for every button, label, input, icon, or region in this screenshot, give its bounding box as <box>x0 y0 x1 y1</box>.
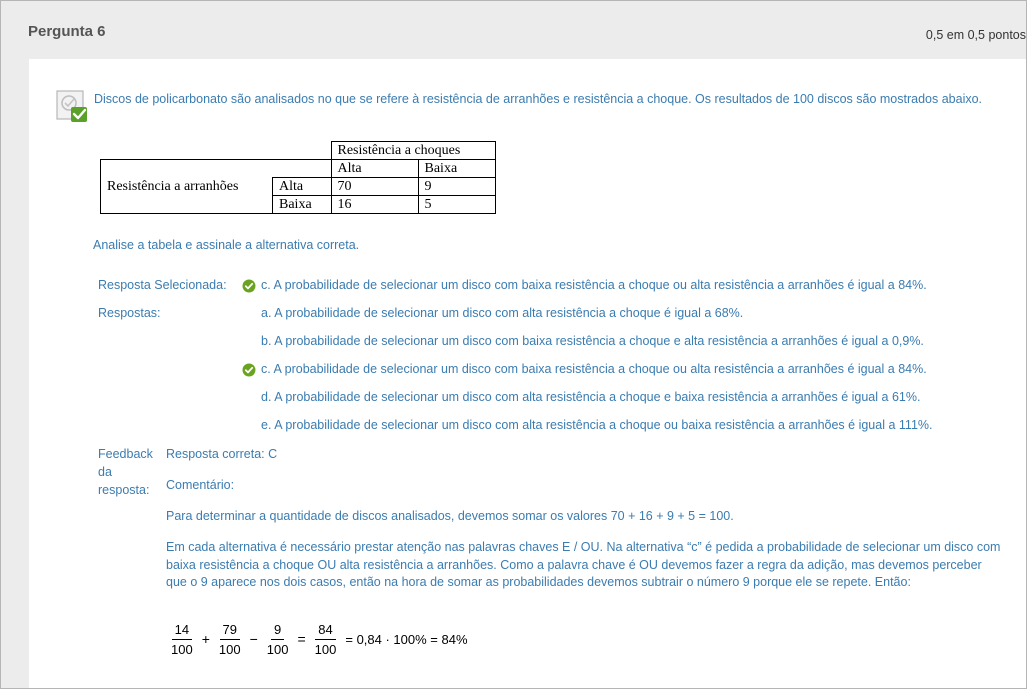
feedback-comment-label: Comentário: <box>166 478 235 492</box>
answer-option-c: c. A probabilidade de selecionar um disco com baixa resistência a choque ou alta resistência a arranhões é igual a 84%. <box>261 362 927 376</box>
responses-label: Respostas: <box>98 306 161 320</box>
question-card <box>29 59 1027 689</box>
contingency-table <box>100 141 496 214</box>
answer-option-d: d. A probabilidade de selecionar um disco com alta resistência a choque e baixa resistência a arranhões é igual a 61%. <box>261 390 921 404</box>
feedback-label: Feedback da resposta: <box>98 447 153 497</box>
answer-option-e: e. A probabilidade de selecionar um disco com alta resistência a choque ou baixa resistência a arranhões é igual a 111%. <box>261 418 933 432</box>
fraction-79-100: $\frac{79}{100}$ <box>218 621 241 657</box>
cell-baixa-baixa: 5 <box>418 196 495 214</box>
minus-operator: − <box>249 631 258 647</box>
equals-operator: = <box>297 631 306 647</box>
question-text: Discos de policarbonato são analisados no que se refere à resistência de arranhões e resistência a choque. Os resultados de 100 discos são mostrados abaixo. <box>94 92 983 106</box>
formula-result: = 0,84 · 100% = 84% <box>345 631 468 647</box>
cell-alta-alta: 70 <box>331 178 418 196</box>
fraction-9-100: $\frac{9}{100}$ <box>266 621 289 657</box>
answer-option-b: b. A probabilidade de selecionar um disco com baixa resistência a choque e alta resistência a arranhões é igual a 0,9%. <box>261 334 924 348</box>
feedback-paragraph-1: Para determinar a quantidade de discos analisados, devemos somar os valores 70 + 16 + 9 + 5 = 100. <box>166 509 734 523</box>
fraction-84-100: $\frac{84}{100}$ <box>314 621 337 657</box>
fraction-14-100: $\frac{14}{100}$ <box>171 621 193 657</box>
correct-check-icon <box>242 363 256 377</box>
header-choque-alta: Alta <box>331 160 418 178</box>
cell-alta-baixa: 9 <box>418 178 495 196</box>
header-resistencia-choques: Resistência a choques <box>331 142 495 160</box>
question-instruction: Analise a tabela e assinale a alternativa correta. <box>93 238 360 252</box>
question-header <box>1 1 1026 58</box>
question-correct-icon <box>55 89 89 123</box>
row-header-resistencia-arranhoes: Resistência a arranhões <box>101 178 273 196</box>
question-points: 0,5 em 0,5 pontos <box>925 28 1026 42</box>
correct-check-icon <box>242 279 256 293</box>
cell-baixa-alta: 16 <box>331 196 418 214</box>
row-arranhoes-baixa: Baixa <box>273 196 332 214</box>
header-choque-baixa: Baixa <box>418 160 495 178</box>
selected-answer-label: Resposta Selecionada: <box>98 278 227 292</box>
plus-operator: + <box>201 631 210 647</box>
answer-option-a: a. A probabilidade de selecionar um disco com alta resistência a choque é igual a 68%. <box>261 306 744 320</box>
selected-answer-text: c. A probabilidade de selecionar um disco com baixa resistência a choque ou alta resistência a arranhões é igual a 84%. <box>261 278 927 292</box>
feedback-correct-answer: Resposta correta: C <box>166 447 278 461</box>
feedback-formula <box>166 619 468 659</box>
row-arranhoes-alta: Alta <box>273 178 332 196</box>
feedback-paragraph-2: Em cada alternativa é necessário prestar atenção nas palavras chaves E / OU. Na alternativa “c” é pedida a probabilidade de selecionar um disco com baixa resistência a choque OU alta resistência a arranhões. Como a palavra chave é OU devemos fazer a regra da adição, mas devemos perceber que o 9 aparece nos dois casos, então na hora de somar as probabilidades devemos subtrair o número 9 porque ele se repete. Então: <box>166 540 1001 589</box>
question-title: Pergunta 6 <box>28 23 106 40</box>
